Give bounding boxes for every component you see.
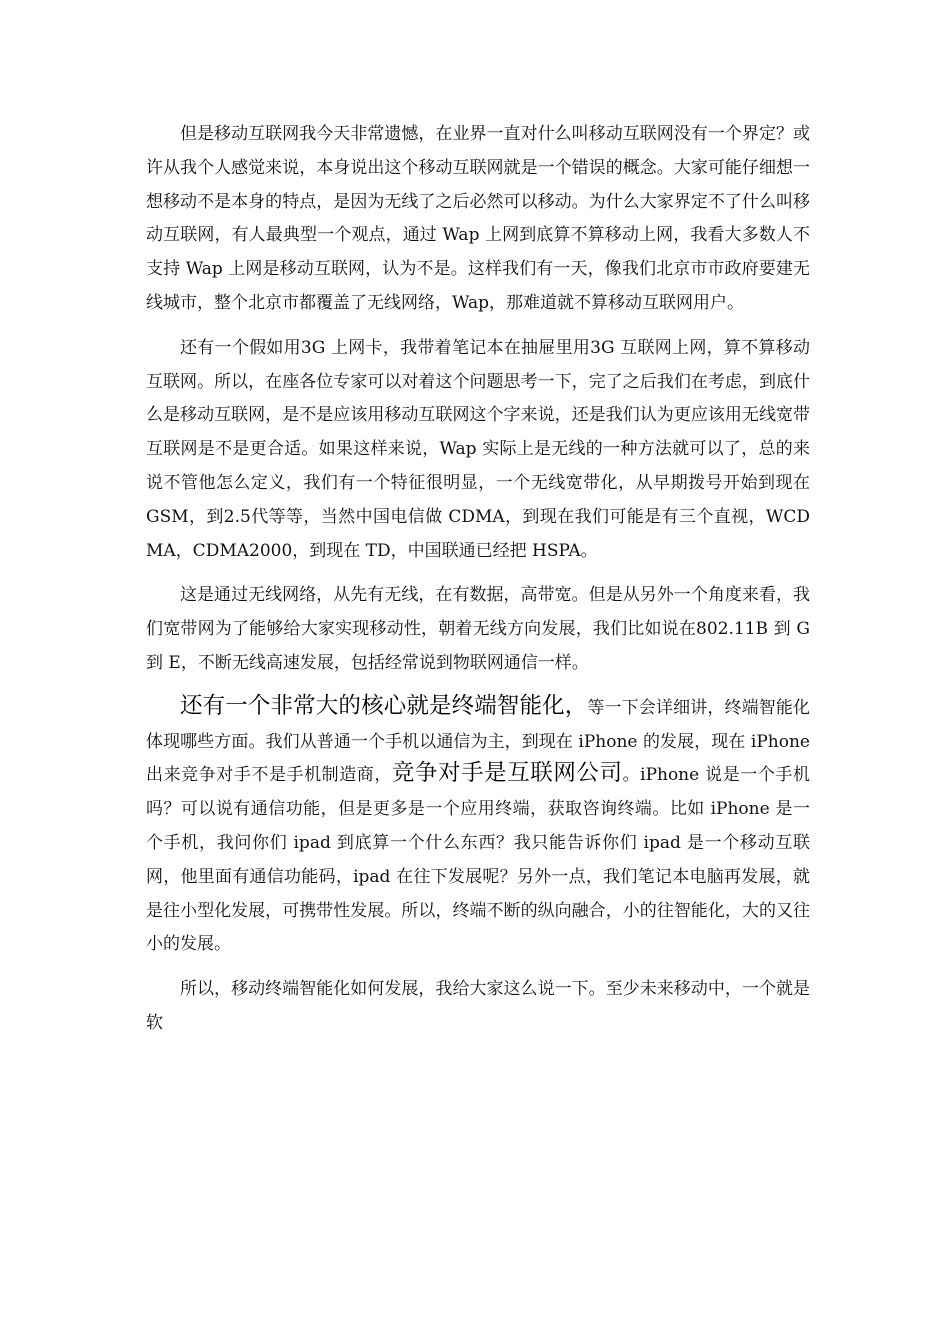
emphasis-competitor-internet: 竞争对手是互联网公司 (391, 760, 623, 787)
paragraph-3: 这是通过无线网络，从先有无线，在有数据，高带宽。但是从另外一个角度来看，我们宽带网为了能够给大家实现移动性，朝着无线方向发展，我们比如说在802.11B 到 G 到 E，不断无线高速发展，包括经常说到物联网通信一样。 (146, 585, 810, 673)
paragraph-4 (146, 692, 810, 962)
paragraph-4-text-2: 。iPhone 说是一个手机吗？可以说有通信功能，但是更多是一个应用终端，获取咨询终端。比如 iPhone 是一个手机，我问你们 ipad 到底算一个什么东西？我只能告诉你们 ipad 是一个移动互联网，他里面有通信功能码，ipad 在往下发展呢？另外一点，我们笔记本电脑再发展，就是往小型化发展，可携带性发展。所以，终端不断的纵向融合，小的往智能化，大的又往小的发展。 (146, 765, 810, 955)
paragraph-2: 还有一个假如用3G 上网卡，我带着笔记本在抽屉里用3G 互联网上网，算不算移动互联网。所以，在座各位专家可以对着这个问题思考一下，完了之后我们在考虑，到底什么是移动互联网，是不是应该用移动互联网这个字来说，还是我们认为更应该用无线宽带互联网是不是更合适。如果这样来说，Wap 实际上是无线的一种方法就可以了，总的来说不管他怎么定义，我们有一个特征很明显，一个无线宽带化，从早期拨号开始到现在 GSM，到2.5代等等，当然中国电信做 CDMA，到现在我们可能是有三个直视，WCDMA，CDMA2000，到现在 TD，中国联通已经把 HSPA。 (146, 337, 810, 561)
paragraph-1: 但是移动互联网我今天非常遗憾，在业界一直对什么叫移动互联网没有一个界定？或许从我个人感觉来说，本身说出这个移动互联网就是一个错误的概念。大家可能仔细想一想移动不是本身的特点，是因为无线了之后必然可以移动。为什么大家界定不了什么叫移动互联网，有人最典型一个观点，通过 Wap 上网到底算不算移动上网，我看大多数人不支持 Wap 上网是移动互联网，认为不是。这样我们有一天，像我们北京市市政府要建无线城市，整个北京市都覆盖了无线网络，Wap，那难道就不算移动互联网用户。 (146, 124, 810, 313)
emphasis-terminal-intelligence: 还有一个非常大的核心就是终端智能化， (180, 692, 588, 719)
paragraph-4-text-1: 等一下会详细讲，终端智能化体现哪些方面。我们从普通一个手机以通信为主，到现在 iPhone 的发展，现在 iPhone 出来竞争对手不是手机制造商， (146, 697, 810, 786)
paragraph-5: 所以，移动终端智能化如何发展，我给大家这么说一下。至少未来移动中，一个就是软 (146, 979, 810, 1033)
document-body (146, 118, 810, 1052)
